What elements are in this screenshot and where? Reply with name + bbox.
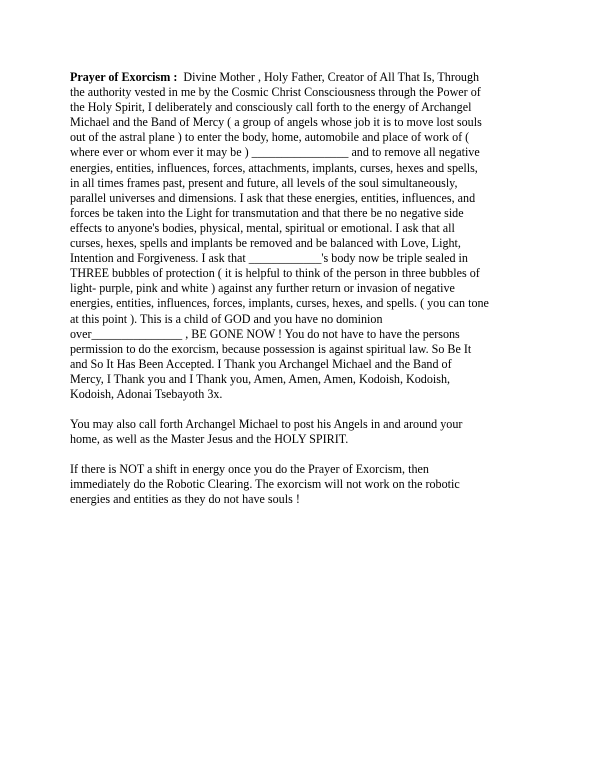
line: forces be taken into the Light for transmutation and that there be no negative side <box>70 205 464 220</box>
line: where ever or whom ever it may be ) ________________ and to remove all negative <box>70 145 480 160</box>
line: Michael and the Band of Mercy ( a group of angels whose job it is to move lost souls <box>70 115 482 130</box>
line: You may also call forth Archangel Michael to post his Angels in and around your <box>70 417 463 432</box>
line: the Holy Spirit, I deliberately and consciously call forth to the energy of Archangel <box>70 100 472 115</box>
robotic-clearing-paragraph <box>70 462 540 507</box>
line: immediately do the Robotic Clearing. The exorcism will not work on the robotic <box>70 477 460 492</box>
line: out of the astral plane ) to enter the body, home, automobile and place of work of ( <box>70 130 470 145</box>
line: THREE bubbles of protection ( it is helpful to think of the person in three bubbles of <box>70 266 480 281</box>
line: Prayer of Exorcism : Divine Mother , Holy Father, Creator of All That Is, Through <box>70 70 480 84</box>
line: If there is NOT a shift in energy once you do the Prayer of Exorcism, then <box>70 462 429 477</box>
line: at this point ). This is a child of GOD and you have no dominion <box>70 311 383 326</box>
line: in all times frames past, present and future, all levels of the soul simultaneously, <box>70 175 458 190</box>
line: light- purple, pink and white ) against any further return or invasion of negative <box>70 281 455 296</box>
line: Kodoish, Adonai Tsebayoth 3x. <box>70 386 223 401</box>
line: curses, hexes, spells and implants be removed and be balanced with Love, Light, <box>70 236 461 251</box>
line: energies, entities, influences, forces, implants, curses, hexes, and spells. ( you can tone <box>70 296 489 311</box>
line: over_______________ , BE GONE NOW ! You do not have to have the persons <box>70 326 460 341</box>
line: energies and entities as they do not have souls ! <box>70 492 300 507</box>
prayer-paragraph <box>70 70 540 402</box>
line: energies, entities, influences, forces, attachments, implants, curses, hexes and spells, <box>70 160 478 175</box>
line: Intention and Forgiveness. I ask that ____________'s body now be triple sealed in <box>70 251 468 266</box>
line: permission to do the exorcism, because possession is against spiritual law. So Be It <box>70 341 472 356</box>
line: effects to anyone's bodies, physical, mental, spiritual or emotional. I ask that all <box>70 220 455 235</box>
prayer-title: Prayer of Exorcism : <box>70 70 178 84</box>
line: and So It Has Been Accepted. I Thank you Archangel Michael and the Band of <box>70 356 452 371</box>
line: parallel universes and dimensions. I ask that these energies, entities, influences, and <box>70 190 476 205</box>
document-page <box>70 70 540 523</box>
line: Mercy, I Thank you and I Thank you, Amen, Amen, Amen, Kodoish, Kodoish, <box>70 371 451 386</box>
line: the authority vested in me by the Cosmic Christ Consciousness through the Power of <box>70 85 481 100</box>
archangel-paragraph <box>70 417 540 447</box>
line: home, as well as the Master Jesus and the HOLY SPIRIT. <box>70 432 349 447</box>
